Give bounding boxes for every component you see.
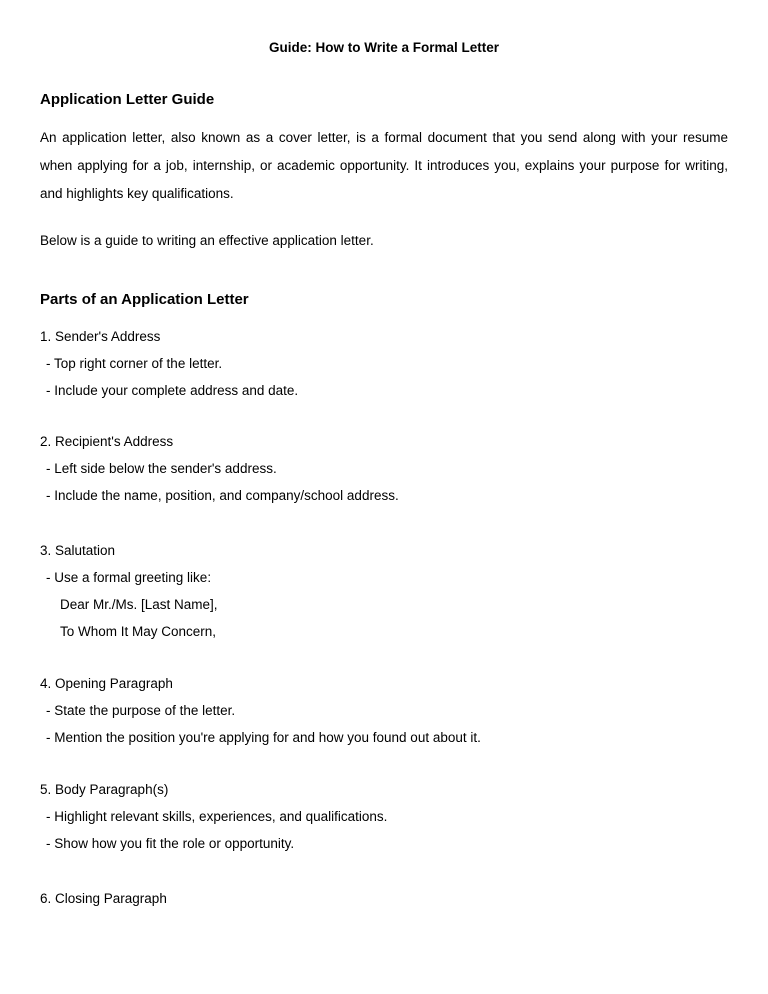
document-title: Guide: How to Write a Formal Letter [268, 40, 500, 55]
part-title: 3. Salutation [40, 543, 116, 558]
part-item: - Show how you fit the role or opportunity. [46, 836, 295, 851]
guide-intro-sentence: Below is a guide to writing an effective application letter. [40, 233, 374, 248]
part-title: 6. Closing Paragraph [40, 891, 167, 906]
intro-paragraph: An application letter, also known as a cover letter, is a formal document that you send along with your resume when applying for a job, internship, or academic opportunity. It introduces you, explains your purpose for writing, and highlights key qualifications. [40, 130, 728, 201]
part-title: 1. Sender's Address [40, 329, 161, 344]
part-item: - Mention the position you're applying for and how you found out about it. [46, 730, 481, 745]
part-title: 5. Body Paragraph(s) [40, 782, 169, 797]
part-item: - Top right corner of the letter. [46, 356, 223, 371]
part-item: - Use a formal greeting like: [46, 570, 212, 585]
section-heading-application-letter-guide: Application Letter Guide [40, 91, 215, 108]
part-item: - Left side below the sender's address. [46, 461, 277, 476]
salutation-example: To Whom It May Concern, [60, 624, 217, 639]
part-title: 2. Recipient's Address [40, 434, 174, 449]
salutation-example: Dear Mr./Ms. [Last Name], [60, 597, 218, 612]
part-title: 4. Opening Paragraph [40, 676, 173, 691]
part-item: - Highlight relevant skills, experiences, and qualifications. [46, 809, 388, 824]
part-item: - Include the name, position, and company/school address. [46, 488, 399, 503]
part-item: - State the purpose of the letter. [46, 703, 236, 718]
section-heading-parts: Parts of an Application Letter [40, 291, 249, 308]
part-item: - Include your complete address and date. [46, 383, 299, 398]
